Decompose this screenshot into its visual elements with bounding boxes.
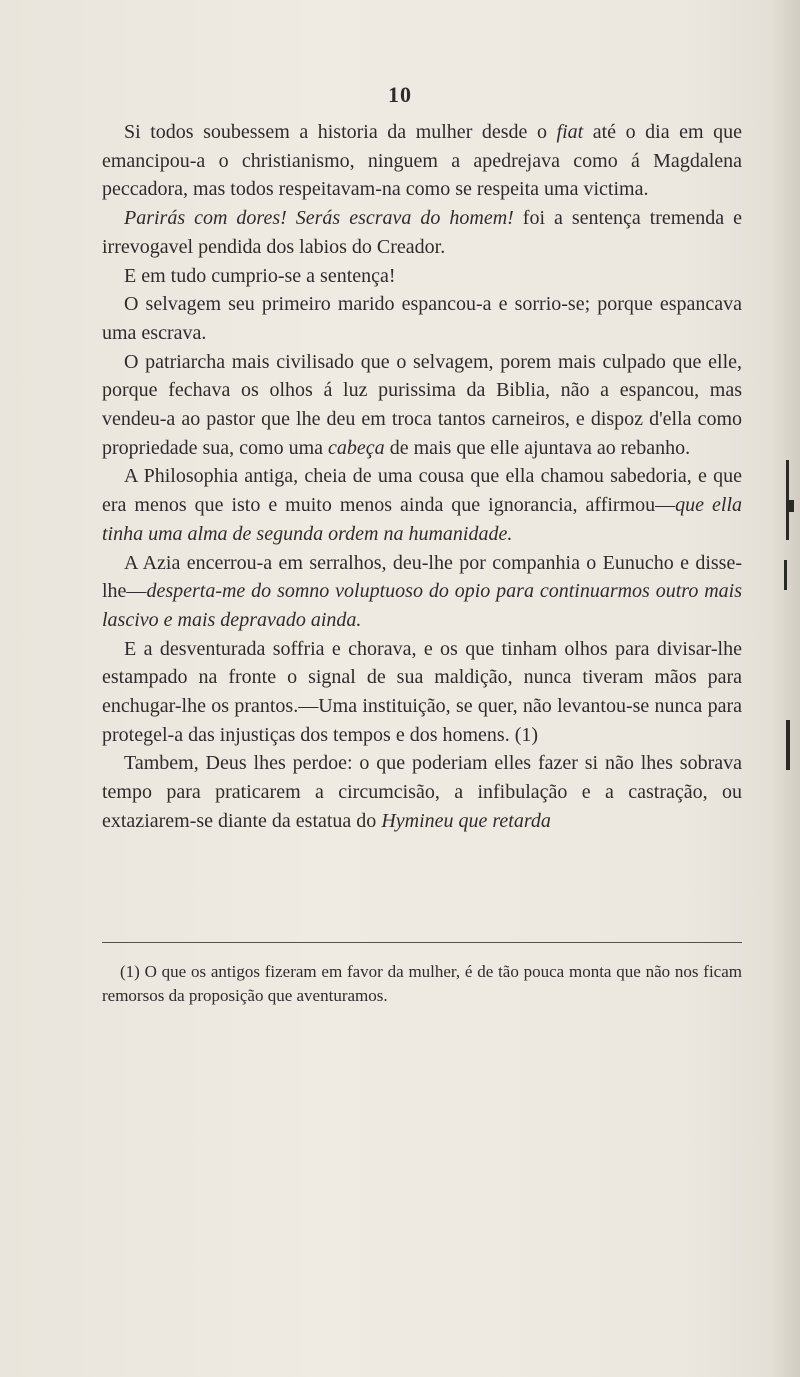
margin-ink-mark xyxy=(786,720,790,770)
paragraph xyxy=(102,462,742,548)
paragraph xyxy=(102,749,742,835)
margin-ink-mark xyxy=(784,560,787,590)
italic-text: cabeça xyxy=(328,436,385,459)
italic-text: Parirás com dores! Serás escrava do homem! xyxy=(124,207,514,230)
paragraph xyxy=(102,262,742,291)
page-edge-shadow xyxy=(772,0,800,1377)
text-run: foi a sentença tremenda e irrevogavel pendida dos labios do Creador. xyxy=(102,207,742,258)
italic-text: Hymineu que retarda xyxy=(381,809,551,832)
footnote-separator xyxy=(102,942,742,943)
text-run: Si todos soubessem a historia da mulher desde o xyxy=(124,121,557,143)
footnote-text: (1) O que os antigos fizeram em favor da mulher, é de tão pouca monta que não nos ficam remorsos da proposição que aventuramos. xyxy=(102,962,742,1005)
text-run: Tambem, Deus lhes perdoe: o que poderiam elles fazer si não lhes sobrava tempo para praticarem a circumcisão, a infibulação e a castração, ou extaziarem-se diante da estatua do xyxy=(102,752,742,832)
text-run: A Philosophia antiga, cheia de uma cousa que ella chamou sabedoria, e que era menos que isto e muito menos ainda que ignorancia, affirmou— xyxy=(102,465,742,517)
paragraph xyxy=(102,204,742,261)
italic-text: desperta-me do somno voluptuoso do opio para continuarmos outro mais lascivo e mais depravado ainda. xyxy=(102,580,742,631)
body-text xyxy=(102,118,742,836)
text-run: A Azia encerrou-a em serralhos, deu-lhe por companhia o Eunucho e disse-lhe— xyxy=(102,551,742,603)
text-run: O patriarcha mais civilisado que o selvagem, porem mais culpado que elle, porque fechava os olhos á luz purissima da Biblia, não a espancou, mas vendeu-a ao pastor que lhe deu em troca tantos carneiros, e dispoz d'ella como propriedade sua, como uma xyxy=(102,350,742,459)
paragraph xyxy=(102,549,742,635)
italic-text: que ella tinha uma alma de segunda ordem na humanidade. xyxy=(102,494,743,545)
paragraph xyxy=(102,348,742,463)
margin-ink-mark xyxy=(789,500,794,512)
text-run: até o dia em que emancipou-a o christianismo, ninguem a apedrejava como á Magdalena peccadora, mas todos respeitavam-na como se respeita uma victima. xyxy=(102,121,742,201)
italic-text: fiat xyxy=(556,121,584,143)
paragraph xyxy=(102,290,742,347)
text-run: O selvagem seu primeiro marido espancou-a e sorrio-se; porque espancava uma escrava. xyxy=(102,293,742,344)
text-run: de mais que elle ajuntava ao rebanho. xyxy=(384,436,691,459)
text-run: E em tudo cumprio-se a sentença! xyxy=(124,264,396,287)
text-run: E a desventurada soffria e chorava, e os que tinham olhos para divisar-lhe estampado na fronte o signal de sua maldição, nunca tiveram mãos para enchugar-lhe os prantos.—Uma instituição, se quer, não levantou-se nunca para protegel-a das injustiças dos tempos e dos homens. (1) xyxy=(102,637,742,746)
paragraph xyxy=(102,118,742,204)
paragraph xyxy=(102,635,742,750)
footnote xyxy=(102,960,742,1008)
page-number: 10 xyxy=(388,82,412,107)
